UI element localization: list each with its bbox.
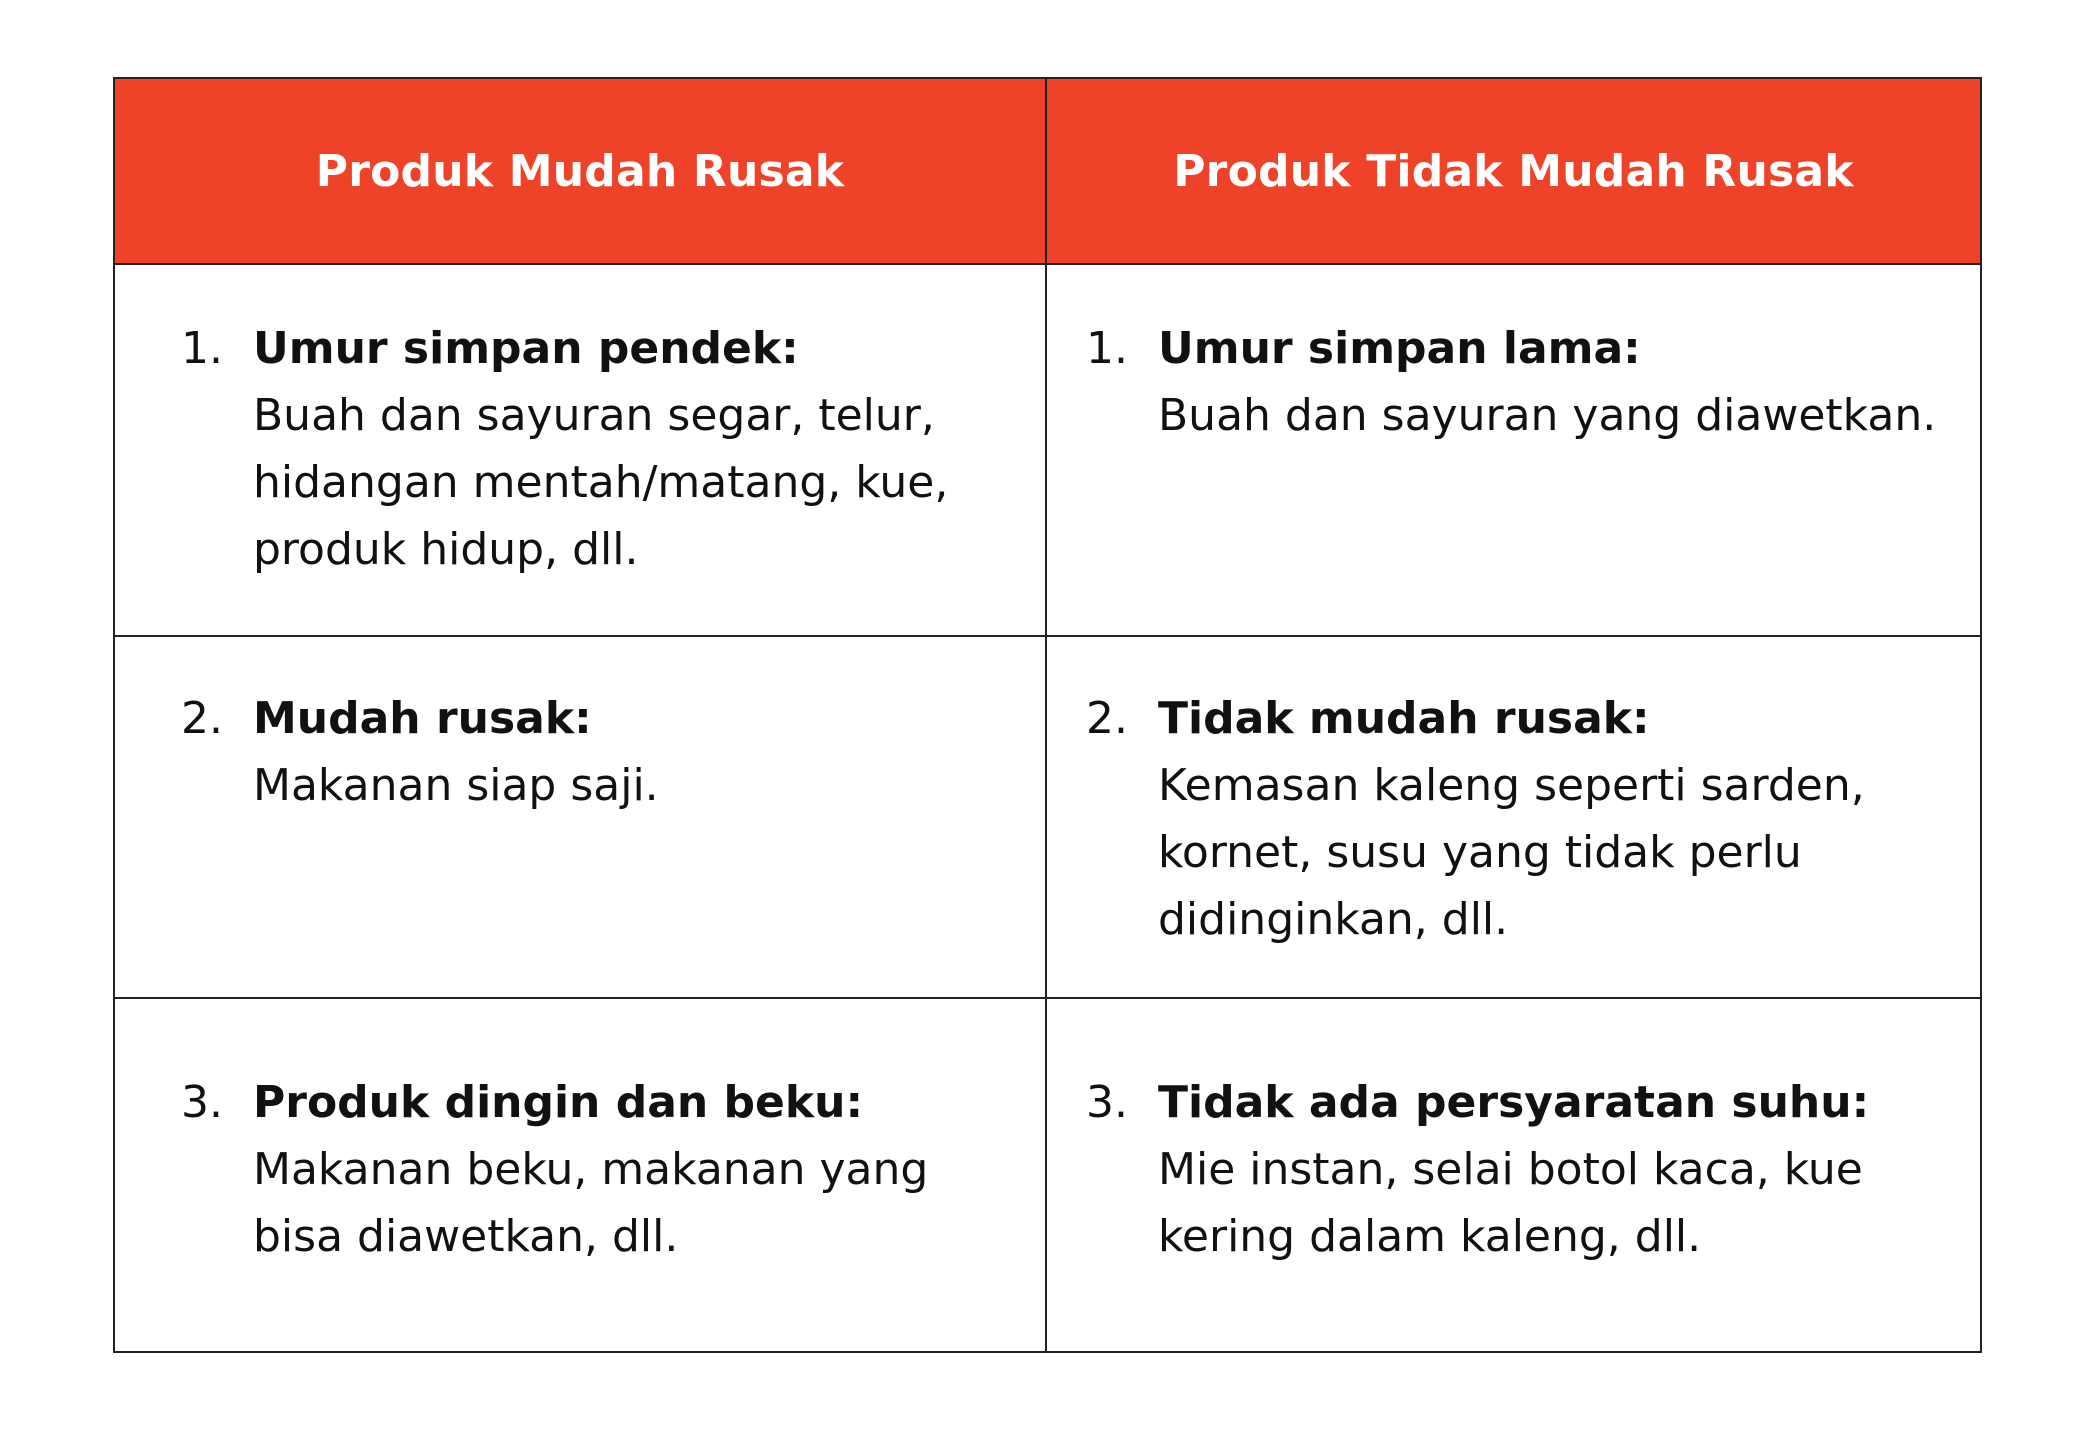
- item-title: Mudah rusak:: [253, 693, 592, 744]
- item-number: 1.: [181, 323, 223, 374]
- item-content: [1158, 1069, 1950, 1270]
- list-item: [115, 999, 1045, 1270]
- item-description: Buah dan sayuran segar, telur, hidangan mentah/matang, kue, produk hidup, dll.: [253, 390, 949, 575]
- list-item: [1047, 637, 1980, 953]
- comparison-table: [113, 77, 1982, 1353]
- table-header-row: [115, 79, 1980, 265]
- item-content: [253, 315, 1015, 583]
- table-row: [115, 637, 1980, 999]
- list-item: [1047, 265, 1980, 449]
- item-title: Umur simpan pendek:: [253, 323, 799, 374]
- list-item: [115, 637, 1045, 819]
- table-row: [115, 999, 1980, 1351]
- table-cell: [1047, 999, 1980, 1351]
- item-description: Makanan siap saji.: [253, 760, 659, 811]
- item-number: 3.: [181, 1077, 223, 1128]
- item-content: [253, 685, 1015, 819]
- item-content: [253, 1069, 1015, 1270]
- table-cell: [1047, 637, 1980, 997]
- table-row: [115, 265, 1980, 637]
- item-description: Kemasan kaleng seperti sarden, kornet, susu yang tidak perlu didinginkan, dll.: [1158, 760, 1865, 945]
- item-title: Tidak ada persyaratan suhu:: [1158, 1077, 1870, 1128]
- table-cell: [115, 265, 1047, 635]
- list-item: [1047, 999, 1980, 1270]
- item-title: Umur simpan lama:: [1158, 323, 1641, 374]
- item-number: 2.: [181, 693, 223, 744]
- item-description: Buah dan sayuran yang diawetkan.: [1158, 390, 1937, 441]
- table-cell: [115, 637, 1047, 997]
- item-content: [1158, 685, 1950, 953]
- table-cell: [115, 999, 1047, 1351]
- item-description: Mie instan, selai botol kaca, kue kering dalam kaleng, dll.: [1158, 1144, 1863, 1262]
- list-item: [115, 265, 1045, 583]
- item-content: [1158, 315, 1950, 449]
- header-non-perishable: Produk Tidak Mudah Rusak: [1173, 145, 1854, 197]
- item-number: 3.: [1086, 1077, 1128, 1128]
- header-perishable: Produk Mudah Rusak: [115, 79, 1047, 263]
- item-number: 2.: [1086, 693, 1128, 744]
- item-title: Produk dingin dan beku:: [253, 1077, 864, 1128]
- table-cell: [1047, 265, 1980, 635]
- item-description: Makanan beku, makanan yang bisa diawetkan, dll.: [253, 1144, 929, 1262]
- item-number: 1.: [1086, 323, 1128, 374]
- item-title: Tidak mudah rusak:: [1158, 693, 1650, 744]
